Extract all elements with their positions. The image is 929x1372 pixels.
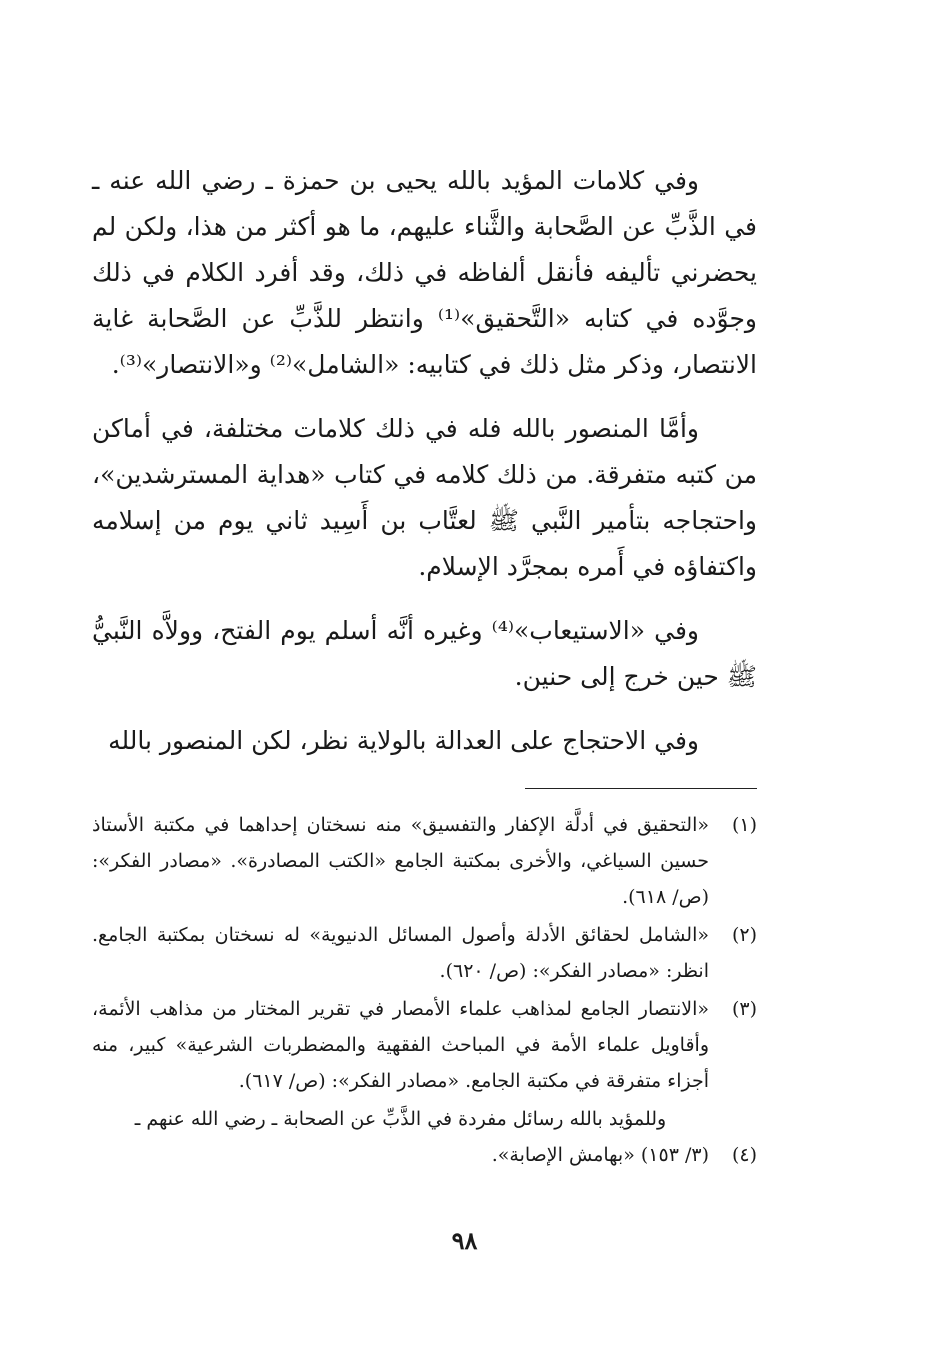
footnote-text: «التحقيق في أدلَّة الإكفار والتفسيق» منه نسختان إحداهما في مكتبة الأستاذ حسين السياغي، والأخرى بمكتبة الجامع «الكتب المصادرة». «مصادر الفكر»: (ص/ ٦١٨).: [92, 814, 709, 908]
footnote-number: (٣): [731, 998, 757, 1020]
footnote-2: [92, 917, 757, 989]
footnote-divider: [525, 788, 757, 789]
body-paragraph-3: وفي «الاستيعاب»⁽⁴⁾ وغيره أنَّه أسلم يوم الفتح، وولاَّه النَّبيُّ ﷺ حين خرج إلى حنين.: [92, 616, 757, 691]
footnotes: [92, 807, 757, 1173]
footnote-number: (١): [731, 814, 757, 836]
page-number: ٩٨: [451, 1226, 478, 1255]
body-paragraph-2: وأمَّا المنصور بالله فله في ذلك كلامات مختلفة، في أماكن من كتبه متفرقة. من ذلك كلامه في كتاب «هداية المسترشدين»، واحتجاجه بتأمير النَّبي ﷺ لعتَّاب بن أَسِيد ثاني يوم من إسلامه واكتفاؤه في أَمره بمجرَّد الإسلام.: [92, 414, 757, 581]
footnote-text: «الشامل لحقائق الأدلة وأصول المسائل الدنيوية» له نسختان بمكتبة الجامع. انظر: «مصادر الفكر»: (ص/ ٦٢٠).: [92, 924, 709, 982]
footnote-3: [92, 991, 757, 1099]
footnote-text: «الانتصار الجامع لمذاهب علماء الأمصار في تقرير المختار من مذاهب الأئمة، وأقاويل علماء الأمة في المباحث الفقهية والمضطربات الشرعية» كبير، منه أجزاء متفرقة في مكتبة الجامع. «مصادر الفكر»: (ص/ ٦١٧).: [92, 998, 709, 1092]
body-paragraph-4: وفي الاحتجاج على العدالة بالولاية نظر، لكن المنصور بالله: [108, 726, 699, 755]
page-content: [92, 150, 757, 1175]
footnote-number: (٢): [731, 924, 757, 946]
footnote-4: [92, 1137, 757, 1173]
footnote-divider-wrap: [92, 782, 757, 807]
footnote-1: [92, 807, 757, 915]
body-paragraph-1: وفي كلامات المؤيد بالله يحيى بن حمزة ـ رضي الله عنه ـ في الذَّبِّ عن الصَّحابة والثَّناء عليهم، ما هو أكثر من هذا، ولكن لم يحضرني تأليفه فأنقل ألفاظه في ذلك، وقد أفرد الكلام في ذلك وجوَّده في كتابه «التَّحقيق»⁽¹⁾ وانتظر للذَّبِّ عن الصَّحابة غاية الانتصار، وذكر مثل ذلك في كتابيه: «الشامل»⁽²⁾ و«الانتصار»⁽³⁾.: [92, 166, 758, 379]
footnote-3-extra: وللمؤيد بالله رسائل مفردة في الذَّبِّ عن الصحابة ـ رضي الله عنهم ـ: [134, 1108, 667, 1130]
footnote-text: (٣/ ١٥٣) «بهامش الإصابة».: [491, 1144, 709, 1166]
footnote-number: (٤): [731, 1144, 757, 1166]
